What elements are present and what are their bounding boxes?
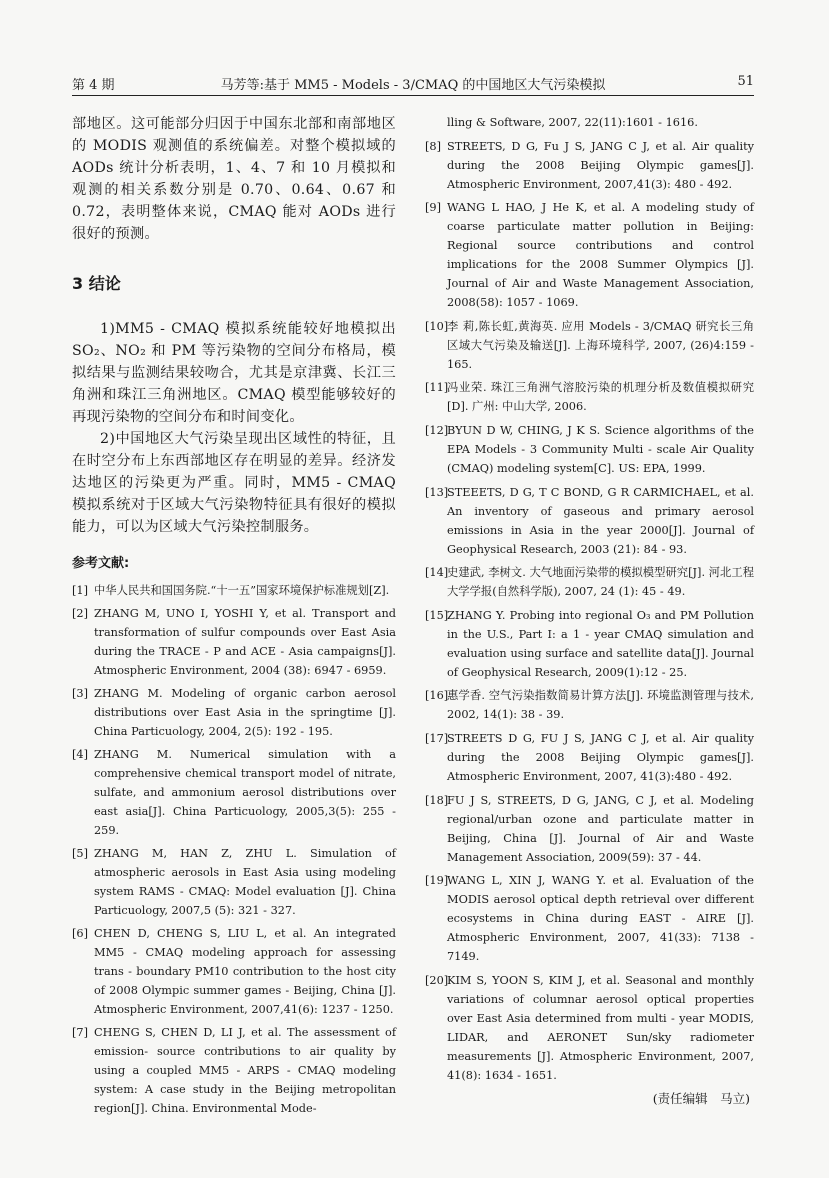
right-column [425, 113, 754, 1107]
running-header [72, 74, 754, 94]
reference-item [425, 483, 754, 559]
left-column [72, 113, 396, 1122]
reference-text: ZHANG M, UNO I, YOSHI Y, et al. Transport and transformation of sulfur compounds over East Asia during the TRACE - P and ACE - Asia campaigns[J]. Atmospheric Environment, 2004 (38): 6947 - 6959. [94, 607, 396, 677]
reference-number: [19] [425, 874, 449, 888]
reference-number: [16] [425, 689, 449, 703]
reference-text: WANG L, XIN J, WANG Y. et al. Evaluation of the MODIS aerosol optical depth retrieval over different ecosystems in China during EAST - AIRE [J]. Atmospheric Environment, 2007, 41(33): 7138 - 7149. [447, 874, 754, 964]
reference-text: STREETS D G, FU J S, JANG C J, et al. Air quality during the 2008 Beijing Olympic games[J]. Atmospheric Environment, 2007, 41(3):480 - 492. [447, 731, 754, 783]
reference-number: [6] [72, 927, 89, 940]
page-number: 51 [737, 74, 754, 89]
conclusion-2: 2)中国地区大气污染呈现出区域性的特征，且在时空分布上东西部地区存在明显的差异。经济发达地区的污染更为严重。同时，MM5 - CMAQ 模拟系统对于区域大气污染物特征具有很好的模拟能力，可以为区域大气污染控制服务。 [72, 431, 396, 535]
reference-item [425, 971, 754, 1085]
reference-text: STREETS, D G, Fu J S, JANG C J, et al. Air quality during the 2008 Beijing Olympic games[J]. Atmospheric Environment, 2007,41(3): 480 - 492. [447, 139, 754, 191]
reference-item [425, 317, 754, 374]
reference-text: ZHANG Y. Probing into regional O₃ and PM Pollution in the U.S., Part I: a 1 - year CMAQ simulation and evaluation using surface and satellite data[J]. Journal of Geophysical Research, 2009(1):12 - 25. [447, 608, 754, 679]
continued-paragraph: 部地区。这可能部分归因于中国东北部和南部地区的 MODIS 观测值的系统偏差。对整个模拟域的 AODs 统计分析表明，1、4、7 和 10 月模拟和观测的相关系数分别是 0.70、0.64、0.67 和 0.72，表明整体来说，CMAQ 能对 AODs 进行很好的预测。 [72, 116, 396, 242]
reference-text: 惠学香. 空气污染指数简易计算方法[J]. 环境监测管理与技术, 2002, 14(1): 38 - 39. [447, 689, 754, 722]
reference-number: [9] [425, 201, 442, 215]
reference-number: [4] [72, 748, 89, 761]
reference-text: lling & Software, 2007, 22(11):1601 - 1616. [447, 116, 698, 129]
reference-number: [17] [425, 731, 449, 745]
reference-number: [11] [425, 381, 449, 395]
reference-text: 冯业荣. 珠江三角洲气溶胶污染的机理分析及数值模拟研究[D]. 广州: 中山大学, 2006. [447, 381, 754, 414]
reference-item [72, 684, 396, 741]
reference-number: [20] [425, 973, 449, 987]
reference-item [425, 606, 754, 682]
reference-item [425, 563, 754, 601]
reference-item [425, 729, 754, 786]
reference-number: [5] [72, 847, 89, 860]
reference-item [72, 604, 396, 680]
reference-text: 李 莉,陈长虹,黄海英. 应用 Models - 3/CMAQ 研究长三角区域大气污染及输送[J]. 上海环境科学, 2007, (26)4:159 - 165. [447, 319, 754, 371]
reference-number: [7] [72, 1026, 89, 1039]
editor-note: (责任编辑 马立) [652, 1091, 750, 1107]
reference-text: ZHANG M, HAN Z, ZHU L. Simulation of atmospheric aerosols in East Asia using modeling system RAMS - CMAQ: Model evaluation [J]. China Particuology, 2007,5 (5): 321 - 327. [94, 847, 396, 917]
reference-item [72, 844, 396, 920]
header-rule [72, 95, 754, 96]
reference-item [425, 198, 754, 312]
reference-continuation [425, 113, 754, 132]
reference-number: [2] [72, 607, 89, 620]
reference-item [425, 686, 754, 724]
reference-item [425, 137, 754, 194]
reference-number: [14] [425, 566, 449, 580]
reference-item [425, 378, 754, 416]
reference-text: BYUN D W, CHING, J K S. Science algorithms of the EPA Models - 3 Community Multi - scale Air Quality (CMAQ) modeling system[C]. US: EPA, 1999. [447, 423, 754, 475]
reference-text: ZHANG M. Numerical simulation with a comprehensive chemical transport model of nitrate, sulfate, and ammonium aerosol distributions over east asia[J]. China Particuology, 2005,3(5): 255 - 259. [94, 748, 396, 837]
reference-item [72, 1023, 396, 1118]
reference-number: [18] [425, 793, 449, 807]
reference-item [72, 745, 396, 840]
reference-text: STEEETS, D G, T C BOND, G R CARMICHAEL, et al. An inventory of gaseous and primary aerosol emissions in Asia in the year 2000[J]. Journal of Geophysical Research, 2003 (21): 84 - 93. [447, 485, 754, 556]
section-heading: 3 结论 [72, 274, 121, 293]
reference-text: 中华人民共和国国务院.“十一五”国家环境保护标准规划[Z]. [94, 584, 390, 597]
reference-text: FU J S, STREETS, D G, JANG, C J, et al. Modeling regional/urban ozone and particulate matter in Beijing, China [J]. Journal of Air and Waste Management Association, 2009(59): 37 - 44. [447, 793, 754, 864]
reference-number: [3] [72, 687, 89, 700]
reference-item [72, 924, 396, 1019]
reference-text: CHEN D, CHENG S, LIU L, et al. An integrated MM5 - CMAQ modeling approach for assessing trans - boundary PM10 contribution to the host city of 2008 Olympic summer games - Beijing, China [J]. Atmospheric Environment, 2007,41(6): 1237 - 1250. [94, 927, 396, 1016]
reference-number: [13] [425, 485, 449, 499]
reference-item [425, 871, 754, 966]
references-heading: 参考文献: [72, 556, 130, 571]
reference-number: [10] [425, 319, 449, 333]
reference-number: [15] [425, 608, 449, 622]
reference-text: WANG L HAO, J He K, et al. A modeling study of coarse particulate matter pollution in Beijing: Regional source contributions and control implications for the 2008 Summer Olympics [J]. Journal of Air and Waste Management Association, 2008(58): 1057 - 1069. [447, 201, 754, 310]
reference-item [425, 421, 754, 478]
reference-text: KIM S, YOON S, KIM J, et al. Seasonal and monthly variations of columnar aerosol optical properties over East Asia determined from multi - year MODIS, LIDAR, and AERONET Sun/sky radiometer measurements [J]. Atmospheric Environment, 2007, 41(8): 1634 - 1651. [447, 973, 754, 1082]
reference-text: 史建武, 李树文. 大气地面污染带的模拟模型研究[J]. 河北工程大学学报(自然科学版), 2007, 24 (1): 45 - 49. [447, 566, 754, 599]
running-title: 马芳等:基于 MM5 - Models - 3/CMAQ 的中国地区大气污染模拟 [220, 78, 606, 93]
reference-number: [8] [425, 139, 442, 153]
reference-text: CHENG S, CHEN D, LI J, et al. The assessment of emission- source contributions to air quality by using a coupled MM5 - ARPS - CMAQ modeling system: A case study in the Beijing metropolitan region[J]. China. Environmental Mode- [94, 1026, 396, 1115]
conclusion-1: 1)MM5 - CMAQ 模拟系统能较好地模拟出 SO₂、NO₂ 和 PM 等污染物的空间分布格局，模拟结果与监测结果较吻合，尤其是京津冀、长江三角洲和珠江三角洲地区。CMAQ 模型能够较好的再现污染物的空间分布和时间变化。 [72, 321, 396, 425]
reference-item [425, 791, 754, 867]
reference-number: [12] [425, 423, 449, 437]
reference-number: [1] [72, 584, 89, 597]
reference-text: ZHANG M. Modeling of organic carbon aerosol distributions over East Asia in the springtime [J]. China Particuology, 2004, 2(5): 192 - 195. [94, 687, 396, 738]
reference-item [72, 581, 396, 600]
issue-number: 第 4 期 [72, 78, 115, 93]
